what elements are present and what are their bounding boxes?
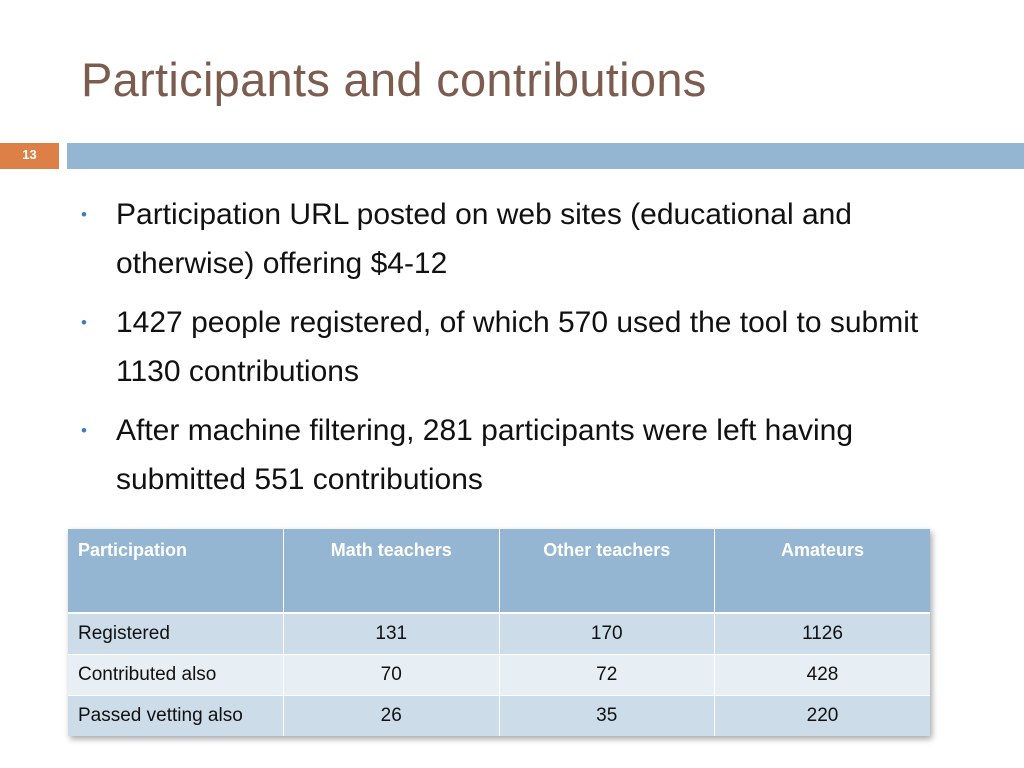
participation-table-container [68, 529, 930, 736]
bullet-item [81, 298, 981, 396]
column-header-amateurs: Amateurs [715, 529, 931, 613]
table-cell: 72 [499, 655, 715, 696]
table-cell: 428 [715, 655, 931, 696]
bullet-text: 1427 people registered, of which 570 used the tool to submit 1130 contributions [116, 306, 919, 388]
slide-title: Participants and contributions [81, 53, 707, 106]
column-header-math-teachers: Math teachers [284, 529, 500, 613]
table-row [68, 613, 930, 655]
bullet-text: After machine filtering, 281 participants were left having submitted 551 contributions [116, 414, 854, 496]
table-header-row [68, 529, 930, 613]
table-cell: 131 [284, 613, 500, 655]
column-header-other-teachers: Other teachers [499, 529, 715, 613]
table-cell: 26 [284, 696, 500, 737]
bullet-text: Participation URL posted on web sites (educational and otherwise) offering $4-12 [116, 198, 852, 280]
table-cell: 1126 [715, 613, 931, 655]
table-row [68, 655, 930, 696]
bullet-dot-icon: • [81, 313, 87, 332]
column-header-participation: Participation [68, 529, 284, 613]
participation-table [68, 529, 930, 736]
table-row [68, 696, 930, 737]
bullet-list [81, 190, 981, 514]
accent-bar [67, 143, 1024, 169]
bullet-item [81, 406, 981, 504]
table-cell: 35 [499, 696, 715, 737]
bullet-dot-icon: • [81, 205, 87, 224]
row-label: Contributed also [68, 655, 284, 696]
table-cell: 220 [715, 696, 931, 737]
slide-number: 13 [0, 143, 59, 169]
row-label: Passed vetting also [68, 696, 284, 737]
bullet-item [81, 190, 981, 288]
table-cell: 70 [284, 655, 500, 696]
bullet-dot-icon: • [81, 421, 87, 440]
row-label: Registered [68, 613, 284, 655]
table-cell: 170 [499, 613, 715, 655]
